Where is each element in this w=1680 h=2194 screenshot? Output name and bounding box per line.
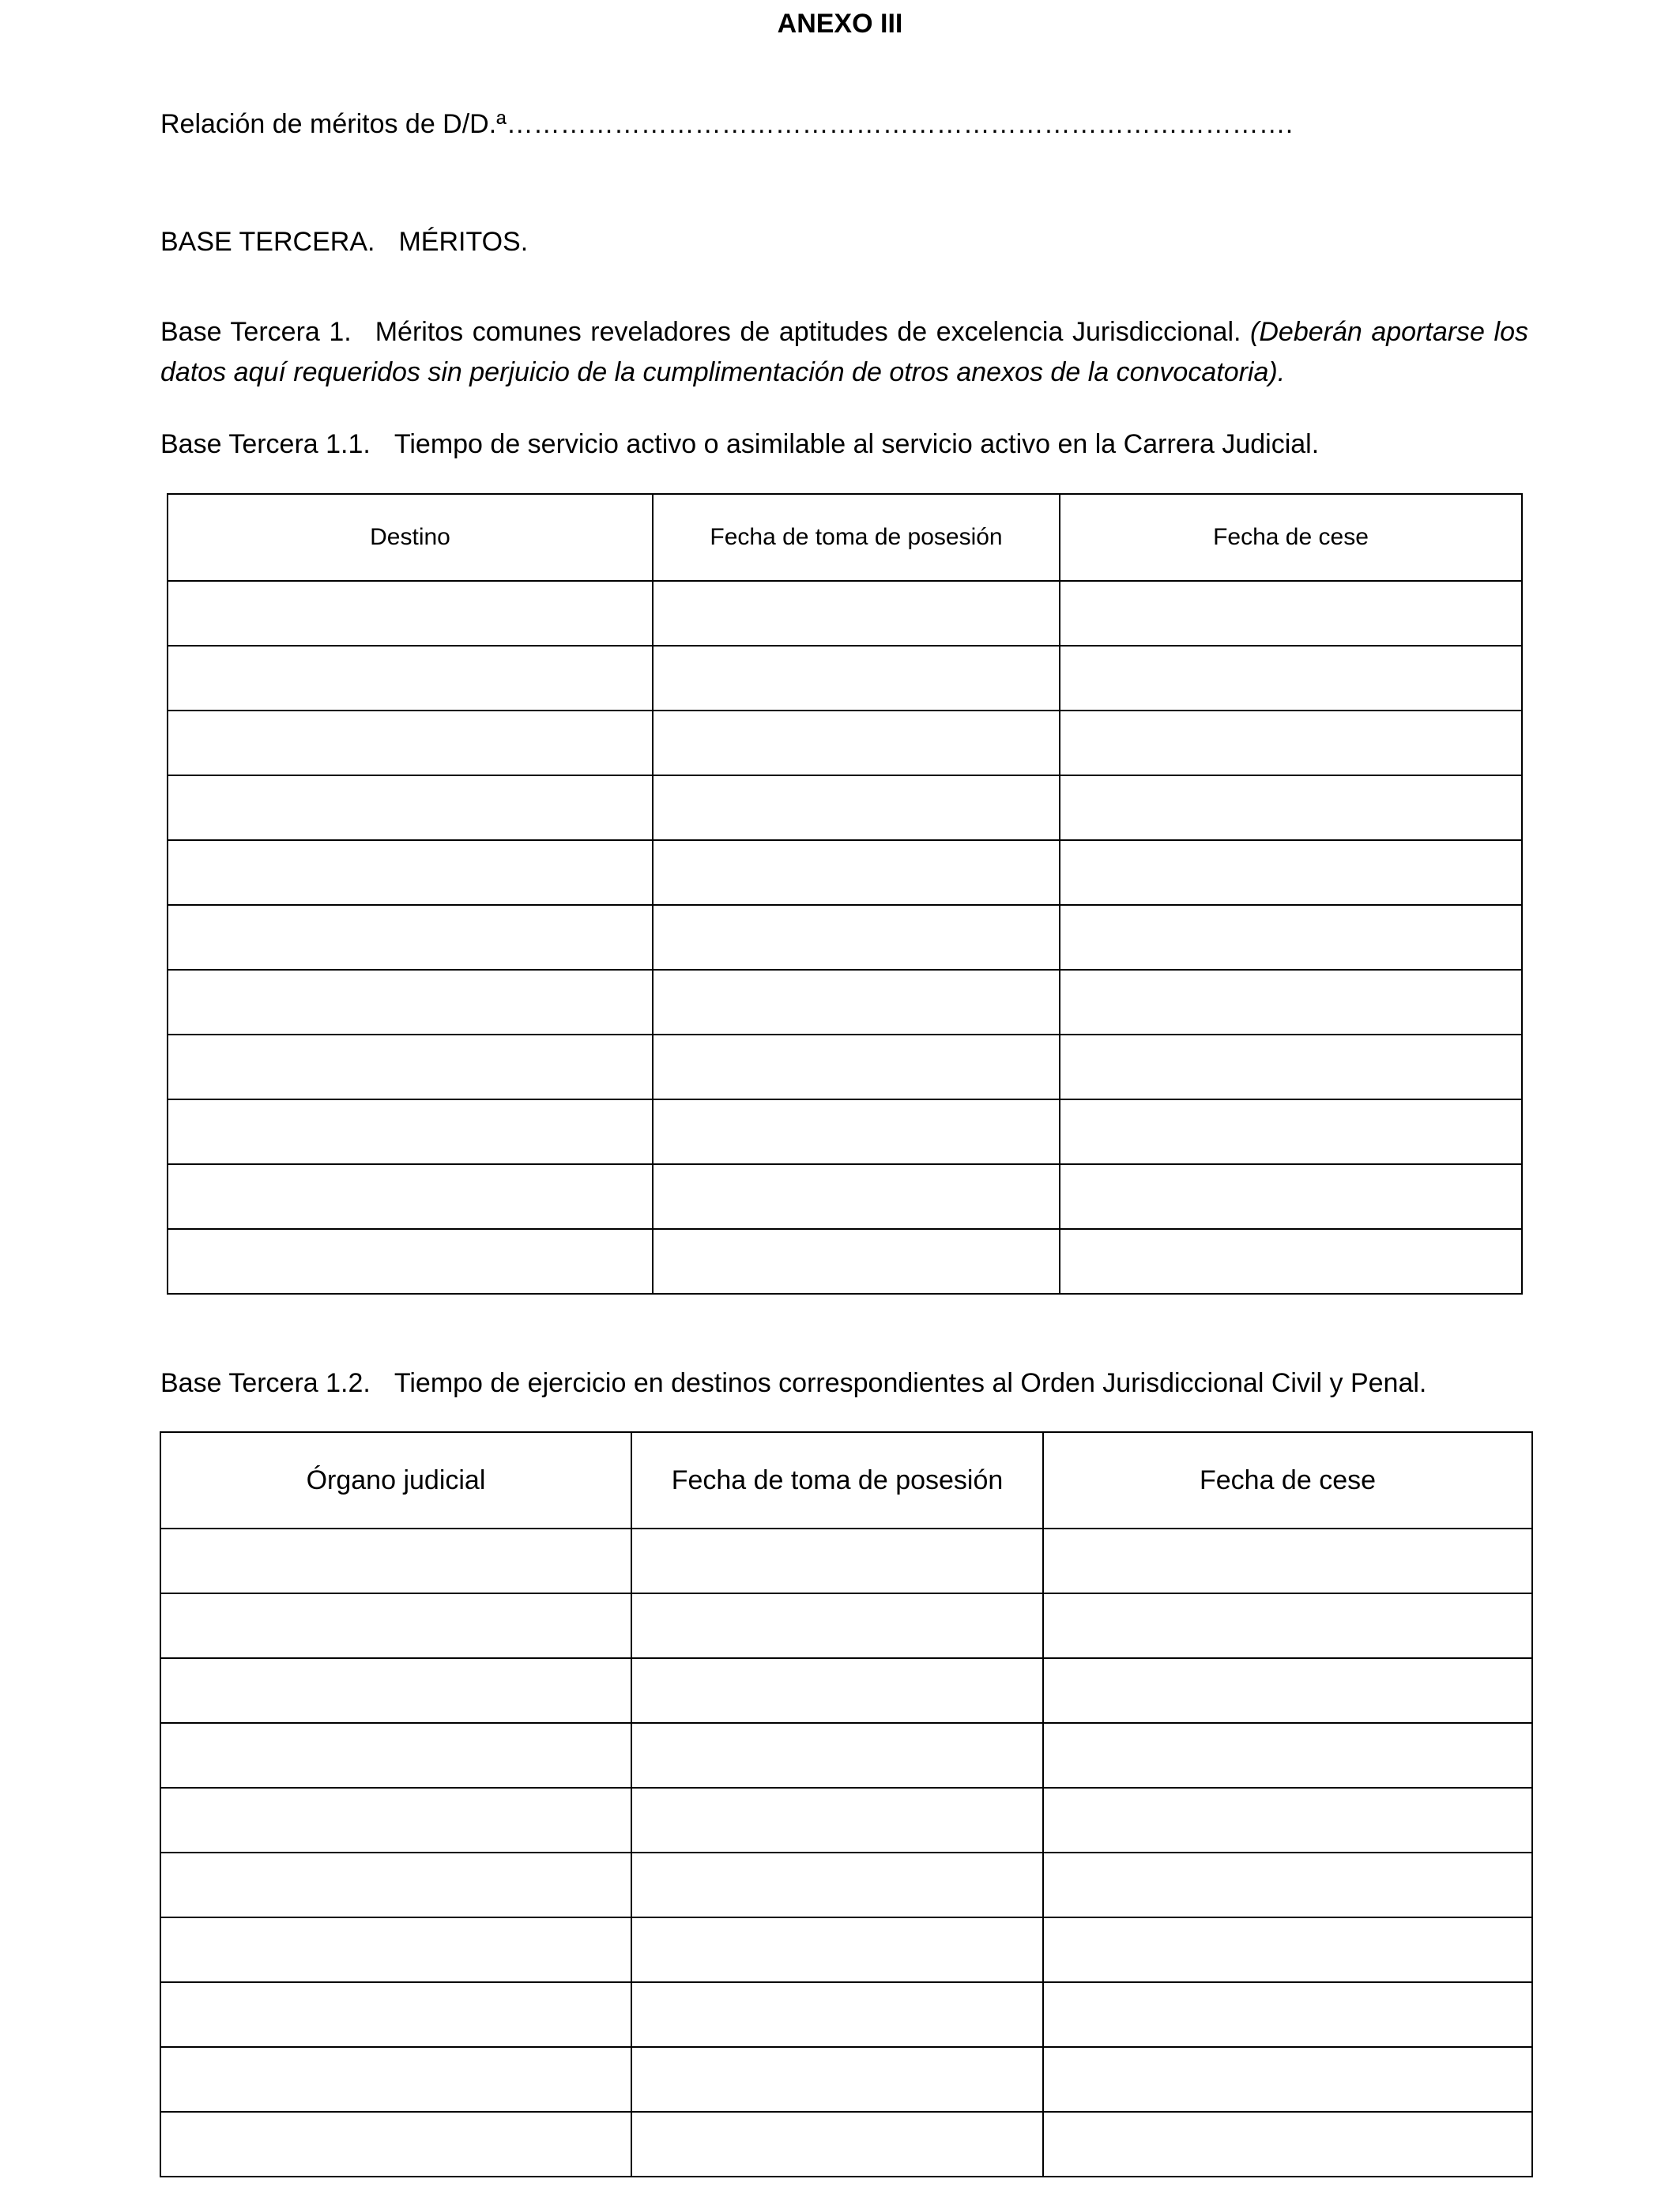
table-cell[interactable] (653, 1099, 1060, 1164)
table-cell[interactable] (1043, 1723, 1532, 1788)
relacion-dots: ……………………………………………………………………………. (506, 109, 1294, 139)
table-cell[interactable] (653, 1035, 1060, 1099)
table-cell[interactable] (653, 1164, 1060, 1229)
table-cell[interactable] (1060, 970, 1522, 1035)
table-row (160, 1982, 1532, 2047)
table-cell[interactable] (168, 970, 653, 1035)
table-cell[interactable] (1060, 775, 1522, 840)
table-cell[interactable] (653, 1229, 1060, 1294)
table-cell[interactable] (1043, 1529, 1532, 1593)
column-header-fecha-toma: Fecha de toma de posesión (653, 494, 1060, 581)
table-row (168, 1229, 1522, 1294)
table-row (160, 1723, 1532, 1788)
table-cell[interactable] (168, 905, 653, 970)
base-tercera-1-1-heading (160, 426, 1319, 462)
table-cell[interactable] (653, 646, 1060, 711)
table-row (168, 1035, 1522, 1099)
table-row (168, 905, 1522, 970)
table-cell[interactable] (160, 2047, 631, 2112)
table-cell[interactable] (168, 1229, 653, 1294)
table-cell[interactable] (1060, 711, 1522, 775)
table-row (160, 1593, 1532, 1658)
table-cell[interactable] (631, 1853, 1043, 1917)
table-cell[interactable] (1060, 581, 1522, 646)
table-cell[interactable] (168, 840, 653, 905)
table-cell[interactable] (653, 711, 1060, 775)
table-cell[interactable] (653, 840, 1060, 905)
table-cell[interactable] (168, 1035, 653, 1099)
table-cell[interactable] (1060, 1035, 1522, 1099)
base-tercera-1-label: Base Tercera 1. (160, 317, 352, 347)
table-row (160, 1529, 1532, 1593)
table-cell[interactable] (653, 775, 1060, 840)
table-cell[interactable] (168, 775, 653, 840)
organos-table (160, 1431, 1533, 2177)
table-cell[interactable] (1043, 1982, 1532, 2047)
table-cell[interactable] (631, 1723, 1043, 1788)
destinos-table (167, 493, 1523, 1295)
table-cell[interactable] (160, 1853, 631, 1917)
relacion-label: Relación de méritos de D/D.ª (160, 109, 507, 139)
table-cell[interactable] (160, 1788, 631, 1853)
table-cell[interactable] (160, 1917, 631, 1982)
table-row (160, 2047, 1532, 2112)
page-title: ANEXO III (777, 9, 903, 39)
table-row (168, 711, 1522, 775)
table-row (168, 646, 1522, 711)
column-header-organo-judicial: Órgano judicial (160, 1432, 631, 1529)
column-header-fecha-toma: Fecha de toma de posesión (631, 1432, 1043, 1529)
base-heading-title: MÉRITOS. (398, 227, 529, 257)
table-cell[interactable] (160, 1658, 631, 1723)
table-cell[interactable] (1060, 646, 1522, 711)
table-cell[interactable] (160, 1723, 631, 1788)
table-row (168, 775, 1522, 840)
table-cell[interactable] (168, 1099, 653, 1164)
base-tercera-1-text: Méritos comunes reveladores de aptitudes de excelencia Jurisdiccional. (375, 317, 1241, 347)
table-row (168, 1099, 1522, 1164)
table-cell[interactable] (168, 646, 653, 711)
table-cell[interactable] (653, 970, 1060, 1035)
table-cell[interactable] (653, 905, 1060, 970)
column-header-fecha-cese: Fecha de cese (1060, 494, 1522, 581)
table-cell[interactable] (160, 2112, 631, 2177)
base-tercera-1-2-text: Tiempo de ejercicio en destinos correspondientes al Orden Jurisdiccional Civil y Penal. (394, 1368, 1427, 1398)
table-header-row (168, 494, 1522, 581)
base-tercera-1-1-label: Base Tercera 1.1. (160, 429, 371, 459)
column-header-fecha-cese: Fecha de cese (1043, 1432, 1532, 1529)
table-cell[interactable] (160, 1982, 631, 2047)
base-heading-label: BASE TERCERA. (160, 227, 375, 257)
table-cell[interactable] (1043, 1853, 1532, 1917)
base-tercera-1-1-text: Tiempo de servicio activo o asimilable al servicio activo en la Carrera Judicial. (394, 429, 1320, 459)
table-cell[interactable] (631, 2112, 1043, 2177)
table-cell[interactable] (1043, 2047, 1532, 2112)
base-tercera-1-note: (Deberán aportarse los datos aquí requeridos sin perjuicio de la cumplimentación de otros anexos de la convocatoria). (160, 317, 1528, 387)
table-cell[interactable] (1043, 1917, 1532, 1982)
table-row (160, 1853, 1532, 1917)
table-header-row (160, 1432, 1532, 1529)
table-cell[interactable] (160, 1529, 631, 1593)
table-cell[interactable] (1060, 1164, 1522, 1229)
table-cell[interactable] (1043, 1788, 1532, 1853)
base-tercera-1-2-label: Base Tercera 1.2. (160, 1368, 371, 1398)
table-cell[interactable] (1043, 1593, 1532, 1658)
table-row (168, 970, 1522, 1035)
column-header-destino: Destino (168, 494, 653, 581)
table-row (160, 2112, 1532, 2177)
table-cell[interactable] (631, 1788, 1043, 1853)
table-cell[interactable] (631, 1529, 1043, 1593)
table-cell[interactable] (1060, 840, 1522, 905)
table-cell[interactable] (653, 581, 1060, 646)
table-row (160, 1658, 1532, 1723)
table-cell[interactable] (1060, 905, 1522, 970)
table-cell[interactable] (168, 711, 653, 775)
table-cell[interactable] (1060, 1229, 1522, 1294)
table-cell[interactable] (631, 2047, 1043, 2112)
table-cell[interactable] (1043, 1658, 1532, 1723)
base-tercera-1-paragraph (160, 312, 1528, 393)
table-cell[interactable] (168, 1164, 653, 1229)
table-cell[interactable] (631, 1593, 1043, 1658)
base-tercera-1-2-heading (160, 1365, 1426, 1401)
table-cell[interactable] (160, 1593, 631, 1658)
table-row (160, 1917, 1532, 1982)
table-cell[interactable] (1043, 2112, 1532, 2177)
table-row (168, 1164, 1522, 1229)
table-cell[interactable] (631, 1917, 1043, 1982)
table-cell[interactable] (1060, 1099, 1522, 1164)
relacion-line (160, 106, 1293, 142)
table-cell[interactable] (631, 1982, 1043, 2047)
base-heading (160, 224, 528, 260)
table-row (160, 1788, 1532, 1853)
table-row (168, 581, 1522, 646)
table-cell[interactable] (631, 1658, 1043, 1723)
table-cell[interactable] (168, 581, 653, 646)
table-row (168, 840, 1522, 905)
